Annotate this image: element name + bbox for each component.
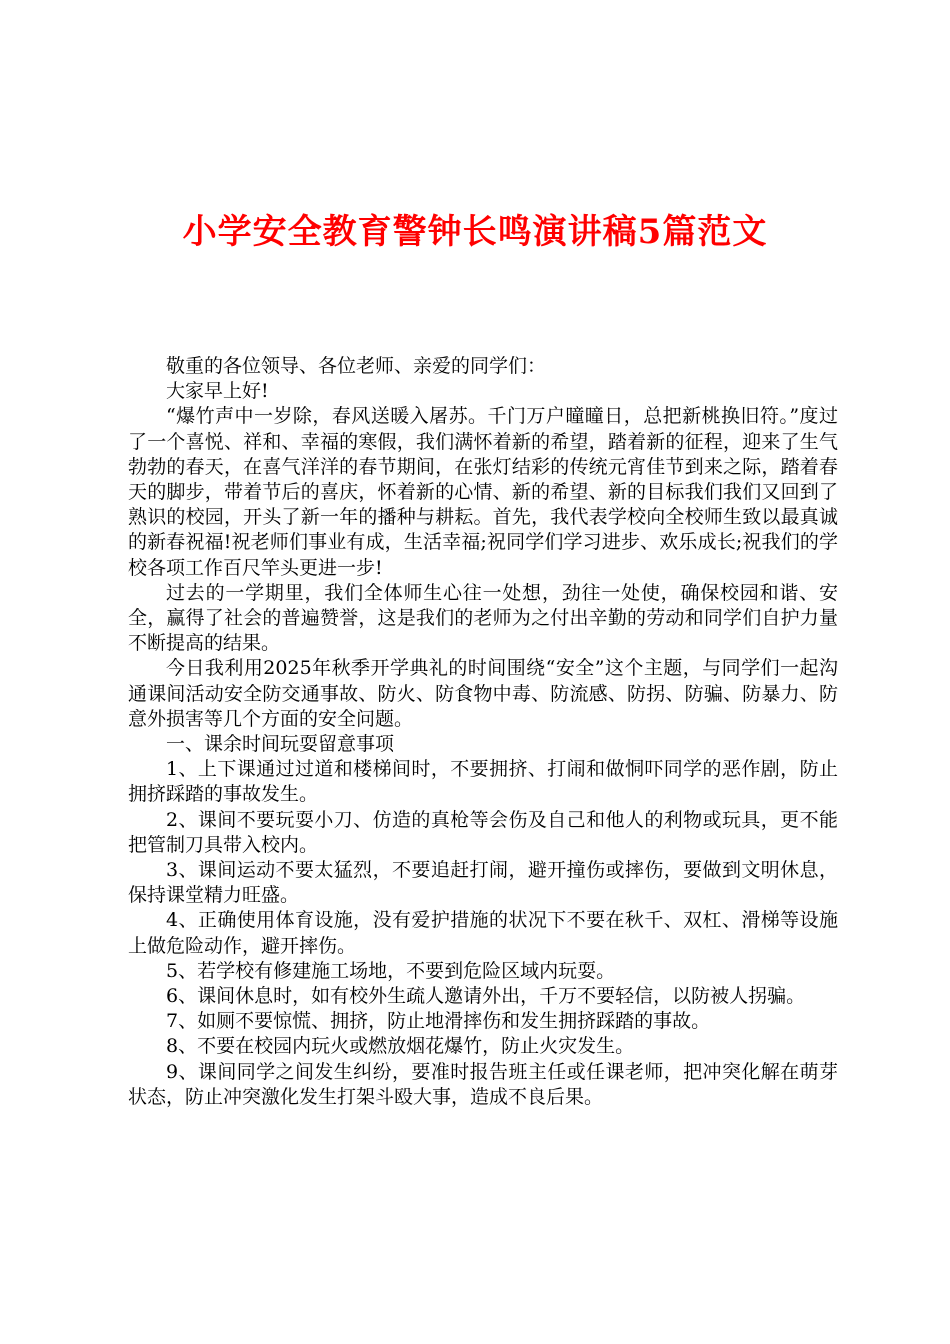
- list-item: 8、不要在校园内玩火或燃放烟花爆竹，防止火灾发生。: [166, 1035, 635, 1058]
- body-paragraph: “爆竹声中一岁除，春风送暖入屠苏。千门万户曈曈日，总把新桃换旧符。”度过了一个喜悦、祥和、幸福的寒假，我们满怀着新的希望，踏着新的征程，迎来了生气勃勃的春天，在喜气洋洋的春节期间，在张灯结彩的传统元宵佳节到来之际，踏着春天的脚步，带着节后的喜庆，怀着新的心情、新的希望、新的目标我们我们又回到了熟识的校园，开头了新一年的播种与耕耘。首先，我代表学校向全校师生致以最真诚的新春祝福!祝老师们事业有成，生活幸福;祝同学们学习进步、欢乐成长;祝我们的学校各项工作百尺竿头更进一步!: [128, 405, 838, 579]
- greeting: 大家早上好!: [166, 380, 269, 403]
- list-item: 2、课间不要玩耍小刀、仿造的真枪等会伤及自己和他人的利物或玩具，更不能把管制刀具带入校内。: [128, 808, 838, 856]
- list-item: 7、如厕不要惊慌、拥挤，防止地滑摔伤和发生拥挤踩踏的事故。: [166, 1010, 711, 1033]
- section-heading: 一、课余时间玩耍留意事项: [166, 733, 395, 756]
- list-item: 4、正确使用体育设施，没有爱护措施的状况下不要在秋千、双杠、滑梯等设施上做危险动作，避开摔伤。: [128, 909, 838, 957]
- list-item: 9、课间同学之间发生纠纷，要准时报告班主任或任课老师，把冲突化解在萌芽状态，防止冲突激化发生打架斗殴大事，造成不良后果。: [128, 1060, 838, 1108]
- list-item: 3、课间运动不要太猛烈，不要追赶打闹，避开撞伤或摔伤，要做到文明休息，保持课堂精力旺盛。: [128, 859, 838, 907]
- list-item: 5、若学校有修建施工场地，不要到危险区域内玩耍。: [166, 959, 616, 982]
- list-item: 6、课间休息时，如有校外生疏人邀请外出，千万不要轻信，以防被人拐骗。: [166, 985, 806, 1008]
- body-paragraph: 今日我利用2025年秋季开学典礼的时间围绕“安全”这个主题，与同学们一起沟通课间活动安全防交通事故、防火、防食物中毒、防流感、防拐、防骗、防暴力、防意外损害等几个方面的安全问题。: [128, 657, 838, 730]
- list-item: 1、上下课通过过道和楼梯间时，不要拥挤、打闹和做恫吓同学的恶作剧，防止拥挤踩踏的事故发生。: [128, 758, 838, 806]
- body-paragraph: 过去的一学期里，我们全体师生心往一处想，劲往一处使，确保校园和谐、安全，赢得了社会的普遍赞誉，这是我们的老师为之付出辛勤的劳动和同学们自护力量不断提高的结果。: [128, 581, 838, 655]
- salutation: 敬重的各位领导、各位老师、亲爱的同学们：: [166, 355, 547, 377]
- document-body: [128, 354, 838, 1110]
- document-title: 小学安全教育警钟长鸣演讲稿5篇范文: [182, 212, 768, 252]
